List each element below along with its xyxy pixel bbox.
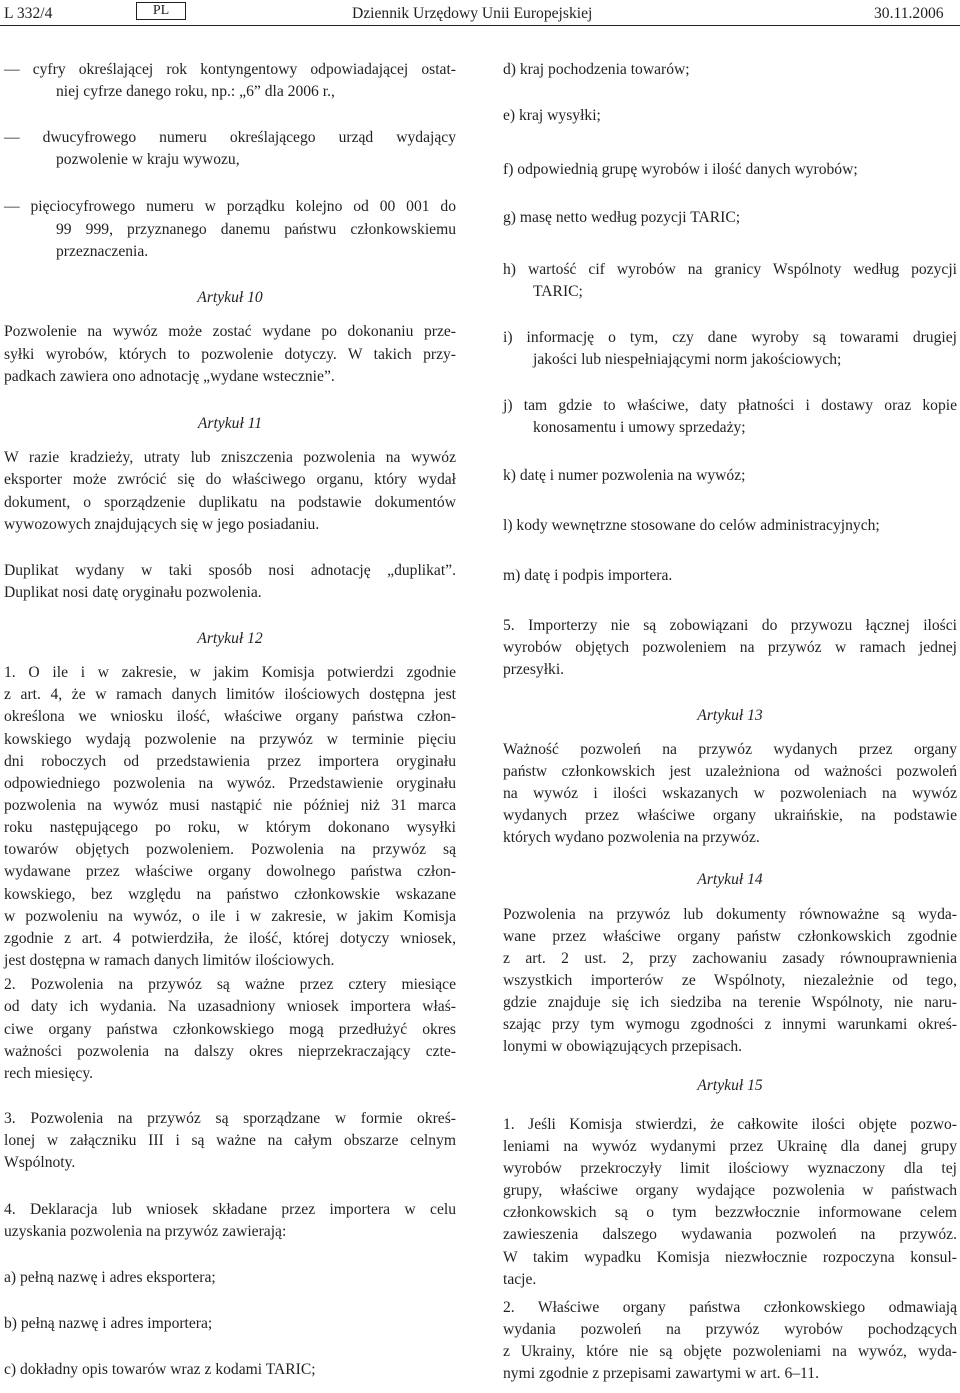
text-line: h) wartość cif wyrobów na granicy Wspólnoty według pozycji <box>503 261 957 278</box>
article-heading: Artykuł 15 <box>697 1077 763 1094</box>
text-line: wyrobów objętych pozwoleniem na przywóz w ramach jednej <box>503 639 957 656</box>
text-line: lonej w załączniku III i są ważne na całym obszarze celnym <box>4 1132 456 1149</box>
text-line: nymi zgodnie z przepisami zawartymi w art. 6–11. <box>503 1365 819 1382</box>
text-line: z Ukrainy, które nie są objęte pozwoleniami na wywóz, wyda- <box>503 1343 957 1360</box>
text-line: wyrobów przekroczyły limit ilościowy wyznaczony dla tej <box>503 1160 957 1177</box>
text-line: — cyfry określającej rok kontyngentowy odpowiadającej ostat- <box>4 61 456 78</box>
text-line: których wydano pozwolenia na przywóz. <box>503 829 760 846</box>
text-line: wydawane przez właściwe organy dowolnego państwa człon- <box>4 863 456 880</box>
text-line: 1. O ile i w zakresie, w jakim Komisja potwierdzi zgodnie <box>4 664 456 681</box>
text-line: d) kraj pochodzenia towarów; <box>503 61 690 78</box>
text-line: pozwolenia na wywóz musi nastąpić nie później niż 31 marca <box>4 797 456 814</box>
text-line: f) odpowiednią grupę wyrobów i ilość danych wyrobów; <box>503 161 858 178</box>
article-heading: Artykuł 14 <box>697 871 763 888</box>
text-line: na wywóz i ilości wskazanych w pozwoleniach na wywóz <box>503 785 957 802</box>
text-line: wywozowych znajdujących się w jego posiadaniu. <box>4 516 320 533</box>
text-line: 99 999, przyznanego danemu państwu członkowskiemu <box>56 221 456 238</box>
text-line: kowskiego wydają pozwolenie na przywóz w terminie pięciu <box>4 731 456 748</box>
text-line: od daty ich wydania. Na uzasadniony wniosek importera właś- <box>4 998 456 1015</box>
text-line: l) kody wewnętrzne stosowane do celów administracyjnych; <box>503 517 880 534</box>
text-line: określona we wniosku ilość, właściwe organy państwa człon- <box>4 708 456 725</box>
text-line: odpowiedniego pozwolenia na wywóz. Przedstawienie oryginału <box>4 775 456 792</box>
text-line: a) pełną nazwę i adres eksportera; <box>4 1269 216 1286</box>
text-line: w pozwoleniu na wywóz, o ile i w zakresie, w jakim Komisja <box>4 908 456 925</box>
text-line: przeznaczenia. <box>56 243 149 260</box>
text-line: dni roboczych od przedstawienia przez importera oryginału <box>4 753 456 770</box>
text-line: W takim wypadku Komisja niezwłocznie rozpoczyna konsul- <box>503 1249 957 1266</box>
text-line: niej cyfrze danego roku, np.: „6” dla 2006 r., <box>56 83 335 100</box>
text-line: członkowskich są o tym bezzwłocznie informowane celem <box>503 1204 957 1221</box>
article-heading: Artykuł 13 <box>697 707 763 724</box>
text-line: gdzie znajduje się ich siedziba na terenie Wspólnoty, nie naru- <box>503 994 957 1011</box>
text-line: 5. Importerzy nie są zobowiązani do przywozu łącznej ilości <box>503 617 957 634</box>
text-line: towarów objętych pozwoleniem. Pozwolenia na przywóz są <box>4 841 456 858</box>
text-line: m) datę i podpis importera. <box>503 567 673 584</box>
text-line: uzyskania pozwolenia na przywóz zawierają: <box>4 1223 287 1240</box>
text-line: 1. Jeśli Komisja stwierdzi, że całkowite ilości objęte pozwo- <box>503 1116 957 1133</box>
text-line: kowskiego, bez względu na państwo członkowskie wskazane <box>4 886 456 903</box>
text-line: z art. 2 ust. 2, przy zachowaniu zasady równouprawnienia <box>503 950 957 967</box>
text-line: leniami na wywóz wydanymi przez Ukrainę dla danej grupy <box>503 1138 957 1155</box>
text-line: padkach zawiera ono adnotację „wydane wstecznie”. <box>4 368 335 385</box>
text-line: — dwucyfrowego numeru określającego urząd wydający <box>4 129 456 146</box>
text-line: dokument, o sporządzenie duplikatu na podstawie dokumentów <box>4 494 456 511</box>
text-line: państw członkowskich jest uzależniona od ważności pozwoleń <box>503 763 957 780</box>
text-line: Pozwolenie na wywóz może zostać wydane po dokonaniu prze- <box>4 323 456 340</box>
text-line: j) tam gdzie to właściwe, daty płatności i dostawy oraz kopie <box>503 397 957 414</box>
text-line: eksporter może zwrócić się do właściwego organu, który wydał <box>4 471 456 488</box>
text-line: roku następującego po roku, w którym dokonano wysyłki <box>4 819 456 836</box>
header-rule <box>0 25 960 26</box>
text-line: Ważność pozwoleń na przywóz wydanych przez organy <box>503 741 957 758</box>
text-line: Duplikat nosi datę oryginału pozwolenia. <box>4 584 262 601</box>
text-line: c) dokładny opis towarów wraz z kodami TARIC; <box>4 1361 316 1378</box>
text-line: — pięciocyfrowego numeru w porządku kolejno od 00 001 do <box>4 198 456 215</box>
text-line: wydania pozwoleń na przywóz wyrobów pochodzących <box>503 1321 957 1338</box>
text-line: tacje. <box>503 1271 537 1288</box>
text-line: jest dostępna w ramach danych limitów ilościowych. <box>4 952 335 969</box>
article-heading: Artykuł 12 <box>197 630 263 647</box>
text-line: ciwe organy państwa członkowskiego mogą przedłużyć okres <box>4 1021 456 1038</box>
text-line: 2. Pozwolenia na przywóz są ważne przez cztery miesiące <box>4 976 456 993</box>
text-line: syłki wyrobów, których to pozwolenie dotyczy. W takich przy- <box>4 346 456 363</box>
text-line: jakości lub niespełniającymi norm jakościowych; <box>533 351 842 368</box>
text-line: Pozwolenia na przywóz lub dokumenty równoważne są wyda- <box>503 906 957 923</box>
text-line: 3. Pozwolenia na przywóz są sporządzane w formie okreś- <box>4 1110 456 1127</box>
text-line: 2. Właściwe organy państwa członkowskiego odmawiają <box>503 1299 957 1316</box>
text-line: wszystkich importerów ze Wspólnoty, niezależnie od tego, <box>503 972 957 989</box>
text-line: Duplikat wydany w taki sposób nosi adnotację „duplikat”. <box>4 562 456 579</box>
page-reference: L 332/4 <box>4 5 53 22</box>
text-line: 4. Deklaracja lub wniosek składane przez importera w celu <box>4 1201 456 1218</box>
text-line: k) datę i numer pozwolenia na wywóz; <box>503 467 746 484</box>
article-heading: Artykuł 11 <box>197 415 263 432</box>
text-line: grupy, właściwe organy wydające pozwolenia w państwach <box>503 1182 957 1199</box>
text-line: g) masę netto według pozycji TARIC; <box>503 209 741 226</box>
text-line: i) informację o tym, czy dane wyroby są towarami drugiej <box>503 329 957 346</box>
publication-date: 30.11.2006 <box>874 5 944 22</box>
text-line: z art. 4, że w ramach danych limitów ilościowych dostępna jest <box>4 686 456 703</box>
text-line: pozwolenie w kraju wywozu, <box>56 151 240 168</box>
text-line: zawieszenia dalszego wydawania pozwoleń na przywóz. <box>503 1226 957 1243</box>
text-line: wane przez właściwe organy państw członkowskich zgodnie <box>503 928 957 945</box>
text-line: W razie kradzieży, utraty lub zniszczenia pozwolenia na wywóz <box>4 449 456 466</box>
text-line: ważności pozwolenia na dalszy okres nieprzekraczający czte- <box>4 1043 456 1060</box>
text-line: lonymi w obowiązujących przepisach. <box>503 1038 743 1055</box>
article-heading: Artykuł 10 <box>197 289 263 306</box>
text-line: rech miesięcy. <box>4 1065 94 1082</box>
text-line: e) kraj wysyłki; <box>503 107 601 124</box>
text-line: przesyłki. <box>503 661 565 678</box>
language-badge: PL <box>136 2 186 20</box>
journal-title: Dziennik Urzędowy Unii Europejskiej <box>352 5 593 22</box>
text-line: TARIC; <box>533 283 583 300</box>
text-line: wydanych przez właściwe organy ukraińskie, na podstawie <box>503 807 957 824</box>
text-line: zgodnie z art. 4 potwierdziła, że ilość, której dotyczy wniosek, <box>4 930 456 947</box>
text-line: Wspólnoty. <box>4 1154 76 1171</box>
text-line: szając przy tym wymogu zgodności z innymi warunkami okreś- <box>503 1016 957 1033</box>
text-line: b) pełną nazwę i adres importera; <box>4 1315 213 1332</box>
text-line: konosamentu i umowy sprzedaży; <box>533 419 746 436</box>
